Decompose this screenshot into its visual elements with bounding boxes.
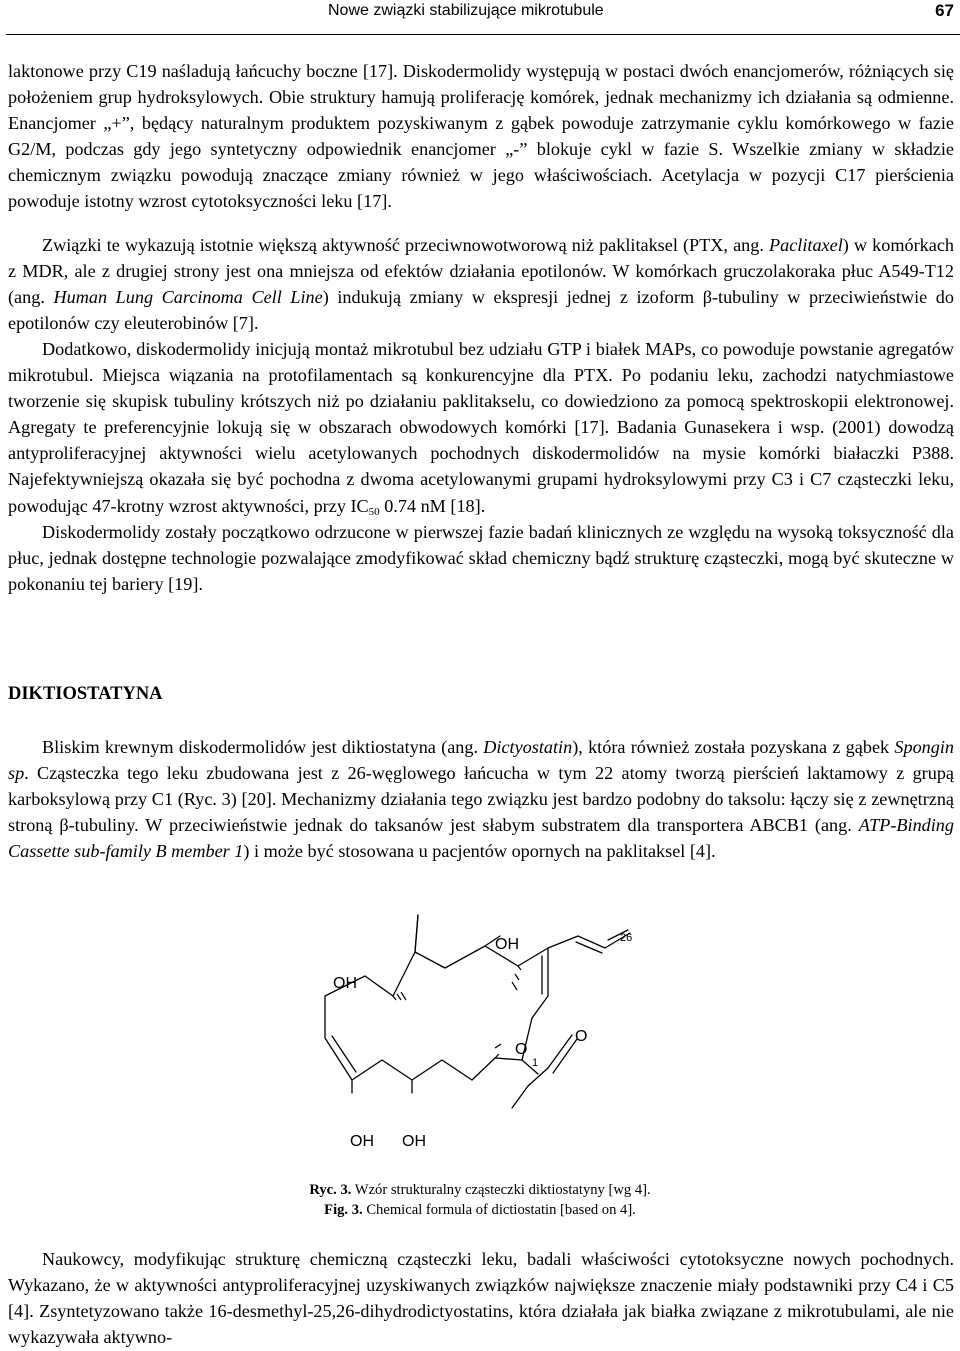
caption-text-pl: Wzór strukturalny cząsteczki diktiostatyny [wg 4]. bbox=[351, 1182, 651, 1198]
section-heading: DIKTIOSTATYNA bbox=[8, 684, 163, 704]
caption-text-en: Chemical formula of dictiostatin [based on 4]. bbox=[362, 1202, 636, 1218]
paragraph-2-part-a: Związki te wykazują istotnie większą aktywność przeciwnowotworową niż paklitaksel (PTX, ang. bbox=[42, 234, 770, 255]
paragraph-4: Diskodermolidy zostały początkowo odrzucone w pierwszej fazie badań klinicznych ze względu na wysoką toksyczność dla płuc, jednak dostępne technologie pozwalające zmodyfikować skład chemiczny bądź strukturę cząsteczki, mogą być skuteczne w pokonaniu tej bariery [19]. bbox=[8, 521, 954, 594]
caption-label-en: Fig. 3. bbox=[324, 1202, 363, 1218]
label-c1: 1 bbox=[532, 1057, 539, 1069]
paragraph-5-term-dictyostatin: Dictyostatin bbox=[483, 737, 573, 757]
paragraph-5-part-b: ), która również została pozyskana z gąbek bbox=[572, 737, 895, 757]
paragraph-2-part-b: ) w komórkach z MDR, ale z drugiej strony jest ona mniejsza od efektów działania epotilonów. W komórkach gruczolakoraka płuc A549-T12 (ang. bbox=[8, 234, 954, 307]
label-o-carbonyl: O bbox=[575, 1028, 588, 1045]
paragraph-5 bbox=[8, 734, 954, 864]
paragraph-1: laktonowe przy C19 naśladują łańcuchy boczne [17]. Diskodermolidy występują w postaci dwóch enancjomerów, różniących się położeniem grup hydroksylowych. Obie struktury hamują proliferację komórek, jednak mechanizmy ich działania są odmienne. Enancjomer „+”, będący naturalnym produktem pozyskiwanym z gąbek powoduje zatrzymanie cyklu komórkowego w fazie G2/M, podczas gdy jego syntetyczny odpowiednik enancjomer „-” blokuje cykl w fazie S. Wszelkie zmiany w składzie chemicznym związku powodują znaczące zmiany również w jego właściwościach. Acetylacja w pozycji C17 pierścienia powoduje istotny wzrost cytotoksyczności leku [17]. bbox=[8, 61, 954, 212]
paragraph-5-term-abcb1: ATP-Binding Cassette sub-family B member 1 bbox=[8, 815, 954, 862]
text-block-lower bbox=[8, 1246, 954, 1350]
dictyostatin-structure-figure bbox=[290, 908, 660, 1158]
paragraph-2-part-c: ) indukują zmiany w ekspresji jednej z izoform β-tubuliny w przeciwieństwie do epotilonów czy eleuterobinów [7]. bbox=[8, 286, 954, 333]
page-number: 67 bbox=[935, 1, 954, 20]
text-block-upper bbox=[8, 58, 954, 597]
paragraph-3 bbox=[8, 336, 954, 519]
paragraph-3-subscript: 50 bbox=[368, 505, 380, 518]
page-header bbox=[6, 0, 960, 35]
text-block-dictyostatin bbox=[8, 734, 954, 864]
paragraph-2-term-paclitaxel: Paclitaxel bbox=[769, 234, 843, 255]
running-title: Nowe związki stabilizujące mikrotubule bbox=[328, 2, 604, 19]
paragraph-3-part-a: Dodatkowo, diskodermolidy inicjują montaż mikrotubul bez udziału GTP i białek MAPs, co powoduje powstanie agregatów mikrotubul. Miejsca wiązania na protofilamentach są konkurencyjne dla PTX. Po podaniu leku, zachodzi natychmiastowe tworzenie się skupisk tubuliny krótszych niż po działaniu paklitakselu, co dowiedziono za pomocą spektroskopii elektronowej. Agregaty te preferencyjnie lokują się w obszarach obwodowych komórki [17]. Badania Gunasekera i wsp. (2001) dowodzą antyproliferacyjnej aktywności wielu acetylowanych pochodnych diskodermolidów na mysie komórki białaczki P388. Najefektywniejszą okazała się być pochodna z dwoma acetylowanymi grupami hydroksylowymi przy C3 i C7 cząsteczki leku, powodując 47-krotny wzrost aktywności, przy IC bbox=[8, 338, 954, 516]
label-oh-top: OH bbox=[495, 936, 519, 953]
caption-polish bbox=[0, 1180, 960, 1200]
paragraph-3-part-b: 0.74 nM [18]. bbox=[379, 495, 486, 516]
paragraph-5-term-spongin: Spongin sp bbox=[8, 737, 955, 784]
paragraph-2-term-cell-line: Human Lung Carcinoma Cell Line bbox=[53, 286, 323, 307]
label-oh-bottom-2: OH bbox=[402, 1133, 426, 1150]
figure-caption bbox=[0, 1180, 960, 1220]
paragraph-6: Naukowcy, modyfikując strukturę chemiczną cząsteczki leku, badali właściwości cytotoksyczne nowych pochodnych. Wykazano, że w aktywności antyproliferacyjnej uzyskiwanych związków największe znaczenie miały podstawniki przy C4 i C5 [4]. Zsyntetyzowano także 16-desmethyl-25,26-dihydrodictyostatins, która działała jak białka związane z mikrotubulami, ale nie wykazywała aktywno- bbox=[8, 1249, 954, 1348]
paragraph-5-part-a: Bliskim krewnym diskodermolidów jest diktiostatyna (ang. bbox=[42, 737, 484, 757]
label-oh-bottom-1: OH bbox=[350, 1133, 374, 1150]
label-26: 26 bbox=[620, 932, 633, 944]
label-o-ring: O bbox=[515, 1041, 528, 1058]
caption-english bbox=[0, 1200, 960, 1220]
paragraph-5-part-d: ) i może być stosowana u pacjentów opornych na paklitaksel [4]. bbox=[243, 841, 716, 862]
paragraph-2 bbox=[8, 232, 954, 336]
label-oh-left: OH bbox=[333, 975, 357, 992]
caption-label-pl: Ryc. 3. bbox=[309, 1182, 352, 1198]
dictyostatin-structure-drawing bbox=[290, 908, 660, 1158]
paragraph-5-part-c: . Cząsteczka tego leku zbudowana jest z 26-węglowego łańcucha w tym 22 atomy tworzą pierścień laktamowy z grupą karboksylową przy C1 (Ryc. 3) [20]. Mechanizmy działania tego związku jest bardzo podobny do taksolu: łączy się z zewnętrzną stroną β-tubuliny. W przeciwieństwie jednak do taksanów jest słabym substratem dla transportera ABCB1 (ang. bbox=[8, 763, 954, 836]
